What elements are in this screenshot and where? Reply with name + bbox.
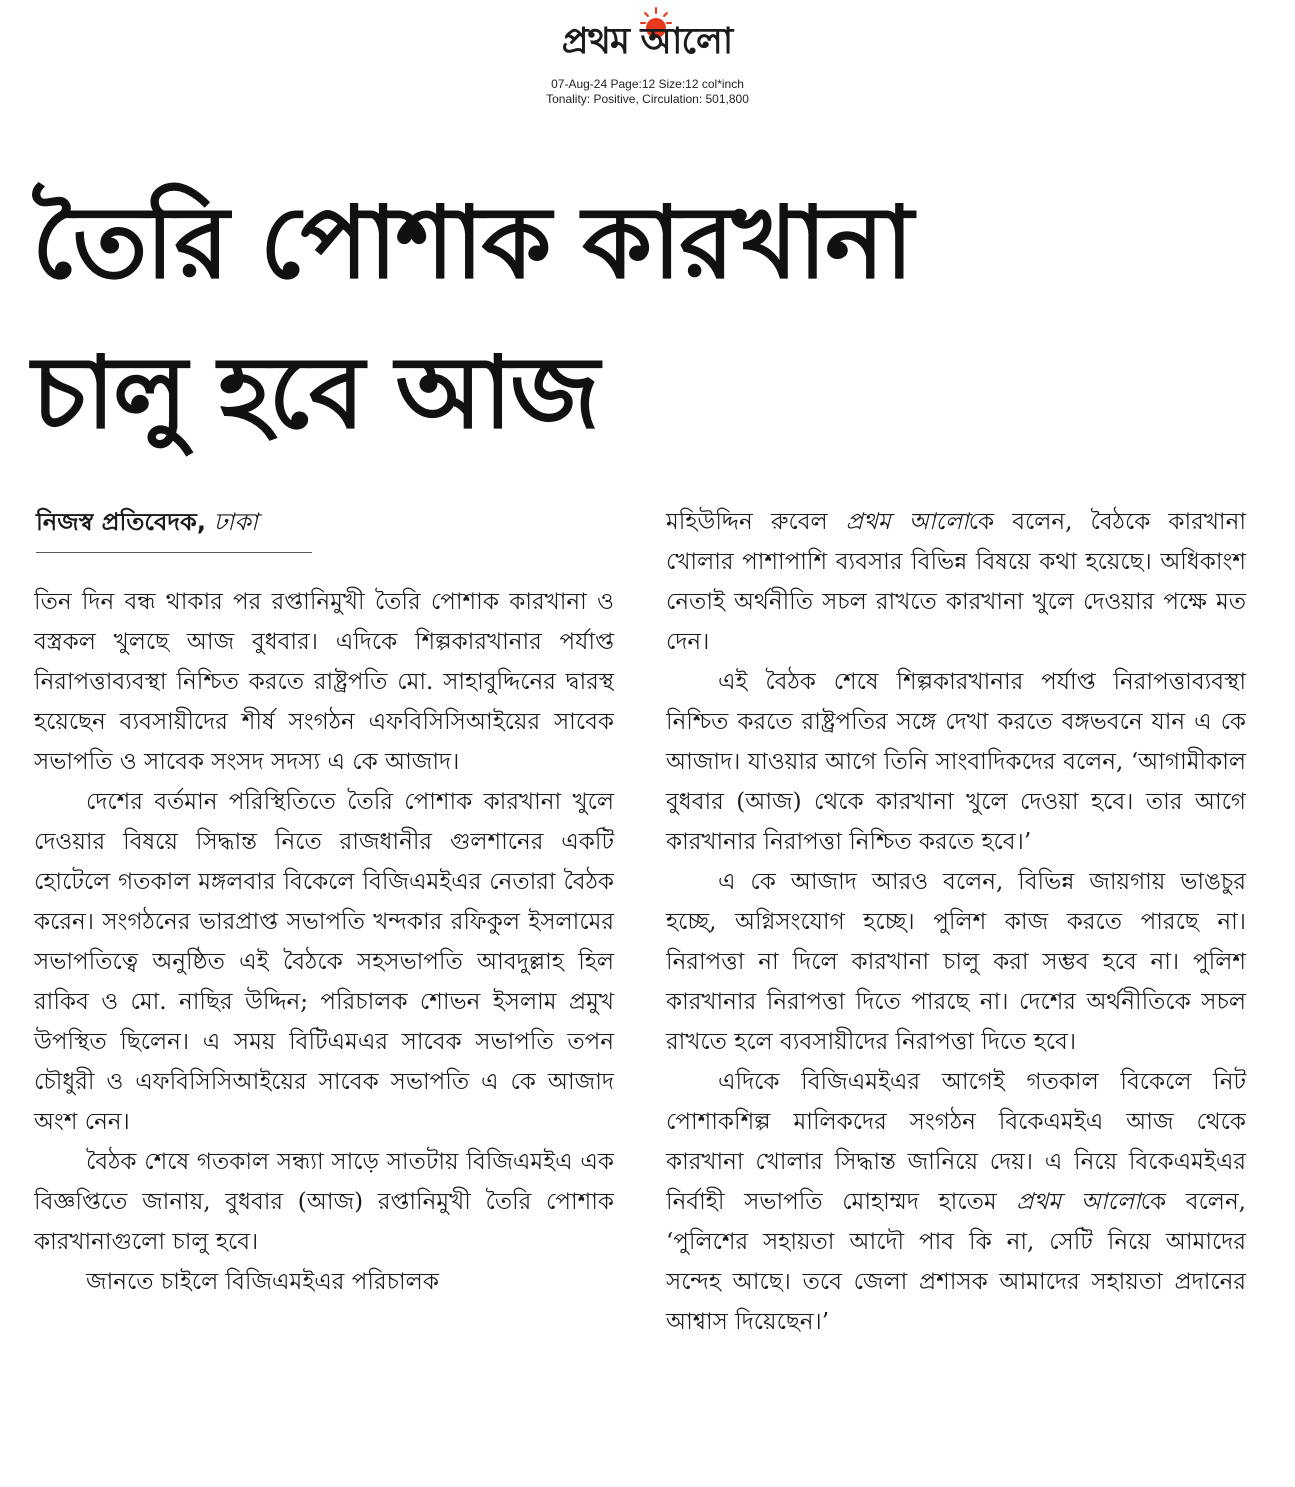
byline bbox=[36, 504, 316, 540]
clipping-meta-tonality: Tonality: Positive, Circulation: 501,800 bbox=[546, 92, 749, 106]
paragraph-text: কে বলেন, বৈঠকে কারখানা খোলার পাশাপাশি ব্যবসার বিভিন্ন বিষয়ে কথা হয়েছে। অধিকাংশ নেতাই অর্থনীতি সচল রাখতে কারখানা খুলে দেওয়ার পক্ষে মত দেন। bbox=[666, 509, 1247, 655]
paragraph bbox=[666, 502, 1246, 662]
paragraph: জানতে চাইলে বিজিএমইএর পরিচালক bbox=[86, 1269, 439, 1295]
paragraph bbox=[666, 1062, 1246, 1342]
paragraph: এ কে আজাদ আরও বলেন, বিভিন্ন জায়গায় ভাঙচুর হচ্ছে, অগ্নিসংযোগ হচ্ছে। পুলিশ কাজ করতে পারছে না। নিরাপত্তা না দিলে কারখানা চালু করা সম্ভব হবে না। পুলিশ কারখানার নিরাপত্তা দিতে পারছে না। দেশের অর্থনীতিকে সচল রাখতে হলে ব্যবসায়ীদের নিরাপত্তা দিতে হবে। bbox=[666, 869, 1246, 1055]
headline-line-1: তৈরি পোশাক কারখানা bbox=[32, 184, 912, 301]
byline-place: ঢাকা bbox=[213, 508, 258, 536]
paragraph: দেশের বর্তমান পরিস্থিতিতে তৈরি পোশাক কারখানা খুলে দেওয়ার বিষয়ে সিদ্ধান্ত নিতে রাজধানীর গুলশানের একটি হোটেলে গতকাল মঙ্গলবার বিকেলে বিজিএমইএর নেতারা বৈঠক করেন। সংগঠনের ভারপ্রাপ্ত সভাপতি খন্দকার রফিকুল ইসলামের সভাপতিত্বে অনুষ্ঠিত এই বৈঠকে সহসভাপতি আবদুল্লাহ হিল রাকিব ও মো. নাছির উদ্দিন; পরিচালক শোভন ইসলাম প্রমুখ উপস্থিত ছিলেন। এ সময় বিটিএমএর সাবেক সভাপতি তপন চৌধুরী ও এফবিসিসিআইয়ের সাবেক সভাপতি এ কে আজাদ অংশ নেন। bbox=[34, 789, 614, 1135]
newspaper-name: প্রথম আলো bbox=[1016, 1189, 1141, 1215]
paragraph-text: এদিকে বিজিএমইএর আগেই গতকাল বিকেলে নিট পোশাকশিল্প মালিকদের সংগঠন বিকেএমইএ আজ থেকে কারখানা খোলার সিদ্ধান্ত জানিয়ে দেয়। এ নিয়ে বিকেএমইএর নির্বাহী সভাপতি মোহাম্মদ হাতেম bbox=[666, 1069, 1246, 1215]
paragraph-text: কে বলেন, ‘পুলিশের সহায়তা আদৌ পাব কি না, সেটি নিয়ে আমাদের সন্দেহ আছে। তবে জেলা প্রশাসক আমাদের সহায়তা প্রদানের আশ্বাস দিয়েছেন।’ bbox=[666, 1189, 1246, 1335]
article-column-left bbox=[34, 582, 614, 1302]
newspaper-logo bbox=[512, 6, 782, 72]
paragraph: এই বৈঠক শেষে শিল্পকারখানার পর্যাপ্ত নিরাপত্তাব্যবস্থা নিশ্চিত করতে রাষ্ট্রপতির সঙ্গে দেখা করতে বঙ্গভবনে যান এ কে আজাদ। যাওয়ার আগে তিনি সাংবাদিকদের বলেন, ‘আগামীকাল বুধবার (আজ) থেকে কারখানা খুলে দেওয়া হবে। তার আগে কারখানার নিরাপত্তা নিশ্চিত করতে হবে।’ bbox=[666, 669, 1246, 855]
headline bbox=[32, 168, 1132, 468]
paragraph: তিন দিন বন্ধ থাকার পর রপ্তানিমুখী তৈরি পোশাক কারখানা ও বস্ত্রকল খুলছে আজ বুধবার। এদিকে শিল্পকারখানার পর্যাপ্ত নিরাপত্তাব্যবস্থা নিশ্চিত করতে রাষ্ট্রপতি মো. সাহাবুদ্দিনের দ্বারস্থ হয়েছেন ব্যবসায়ীদের শীর্ষ সংগঠন এফবিসিসিআইয়ের সাবেক সভাপতি ও সাবেক সংসদ সদস্য এ কে আজাদ। bbox=[34, 589, 614, 775]
byline-reporter: নিজস্ব প্রতিবেদক, bbox=[36, 508, 206, 536]
clipping-meta-date-page: 07-Aug-24 Page:12 Size:12 col*inch bbox=[551, 77, 744, 91]
logo-wordmark: প্রথম আলো bbox=[561, 21, 733, 62]
article-column-right bbox=[666, 502, 1246, 1342]
paragraph: বৈঠক শেষে গতকাল সন্ধ্যা সাড়ে সাতটায় বিজিএমইএ এক বিজ্ঞপ্তিতে জানায়, বুধবার (আজ) রপ্তানিমুখী তৈরি পোশাক কারখানাগুলো চালু হবে। bbox=[34, 1149, 614, 1255]
byline-divider bbox=[36, 552, 312, 553]
headline-line-2: চালু হবে আজ bbox=[32, 334, 598, 451]
newspaper-name: প্রথম আলো bbox=[845, 509, 969, 535]
masthead bbox=[0, 0, 1295, 110]
person-name: মহিউদ্দিন রুবেল bbox=[666, 509, 846, 535]
